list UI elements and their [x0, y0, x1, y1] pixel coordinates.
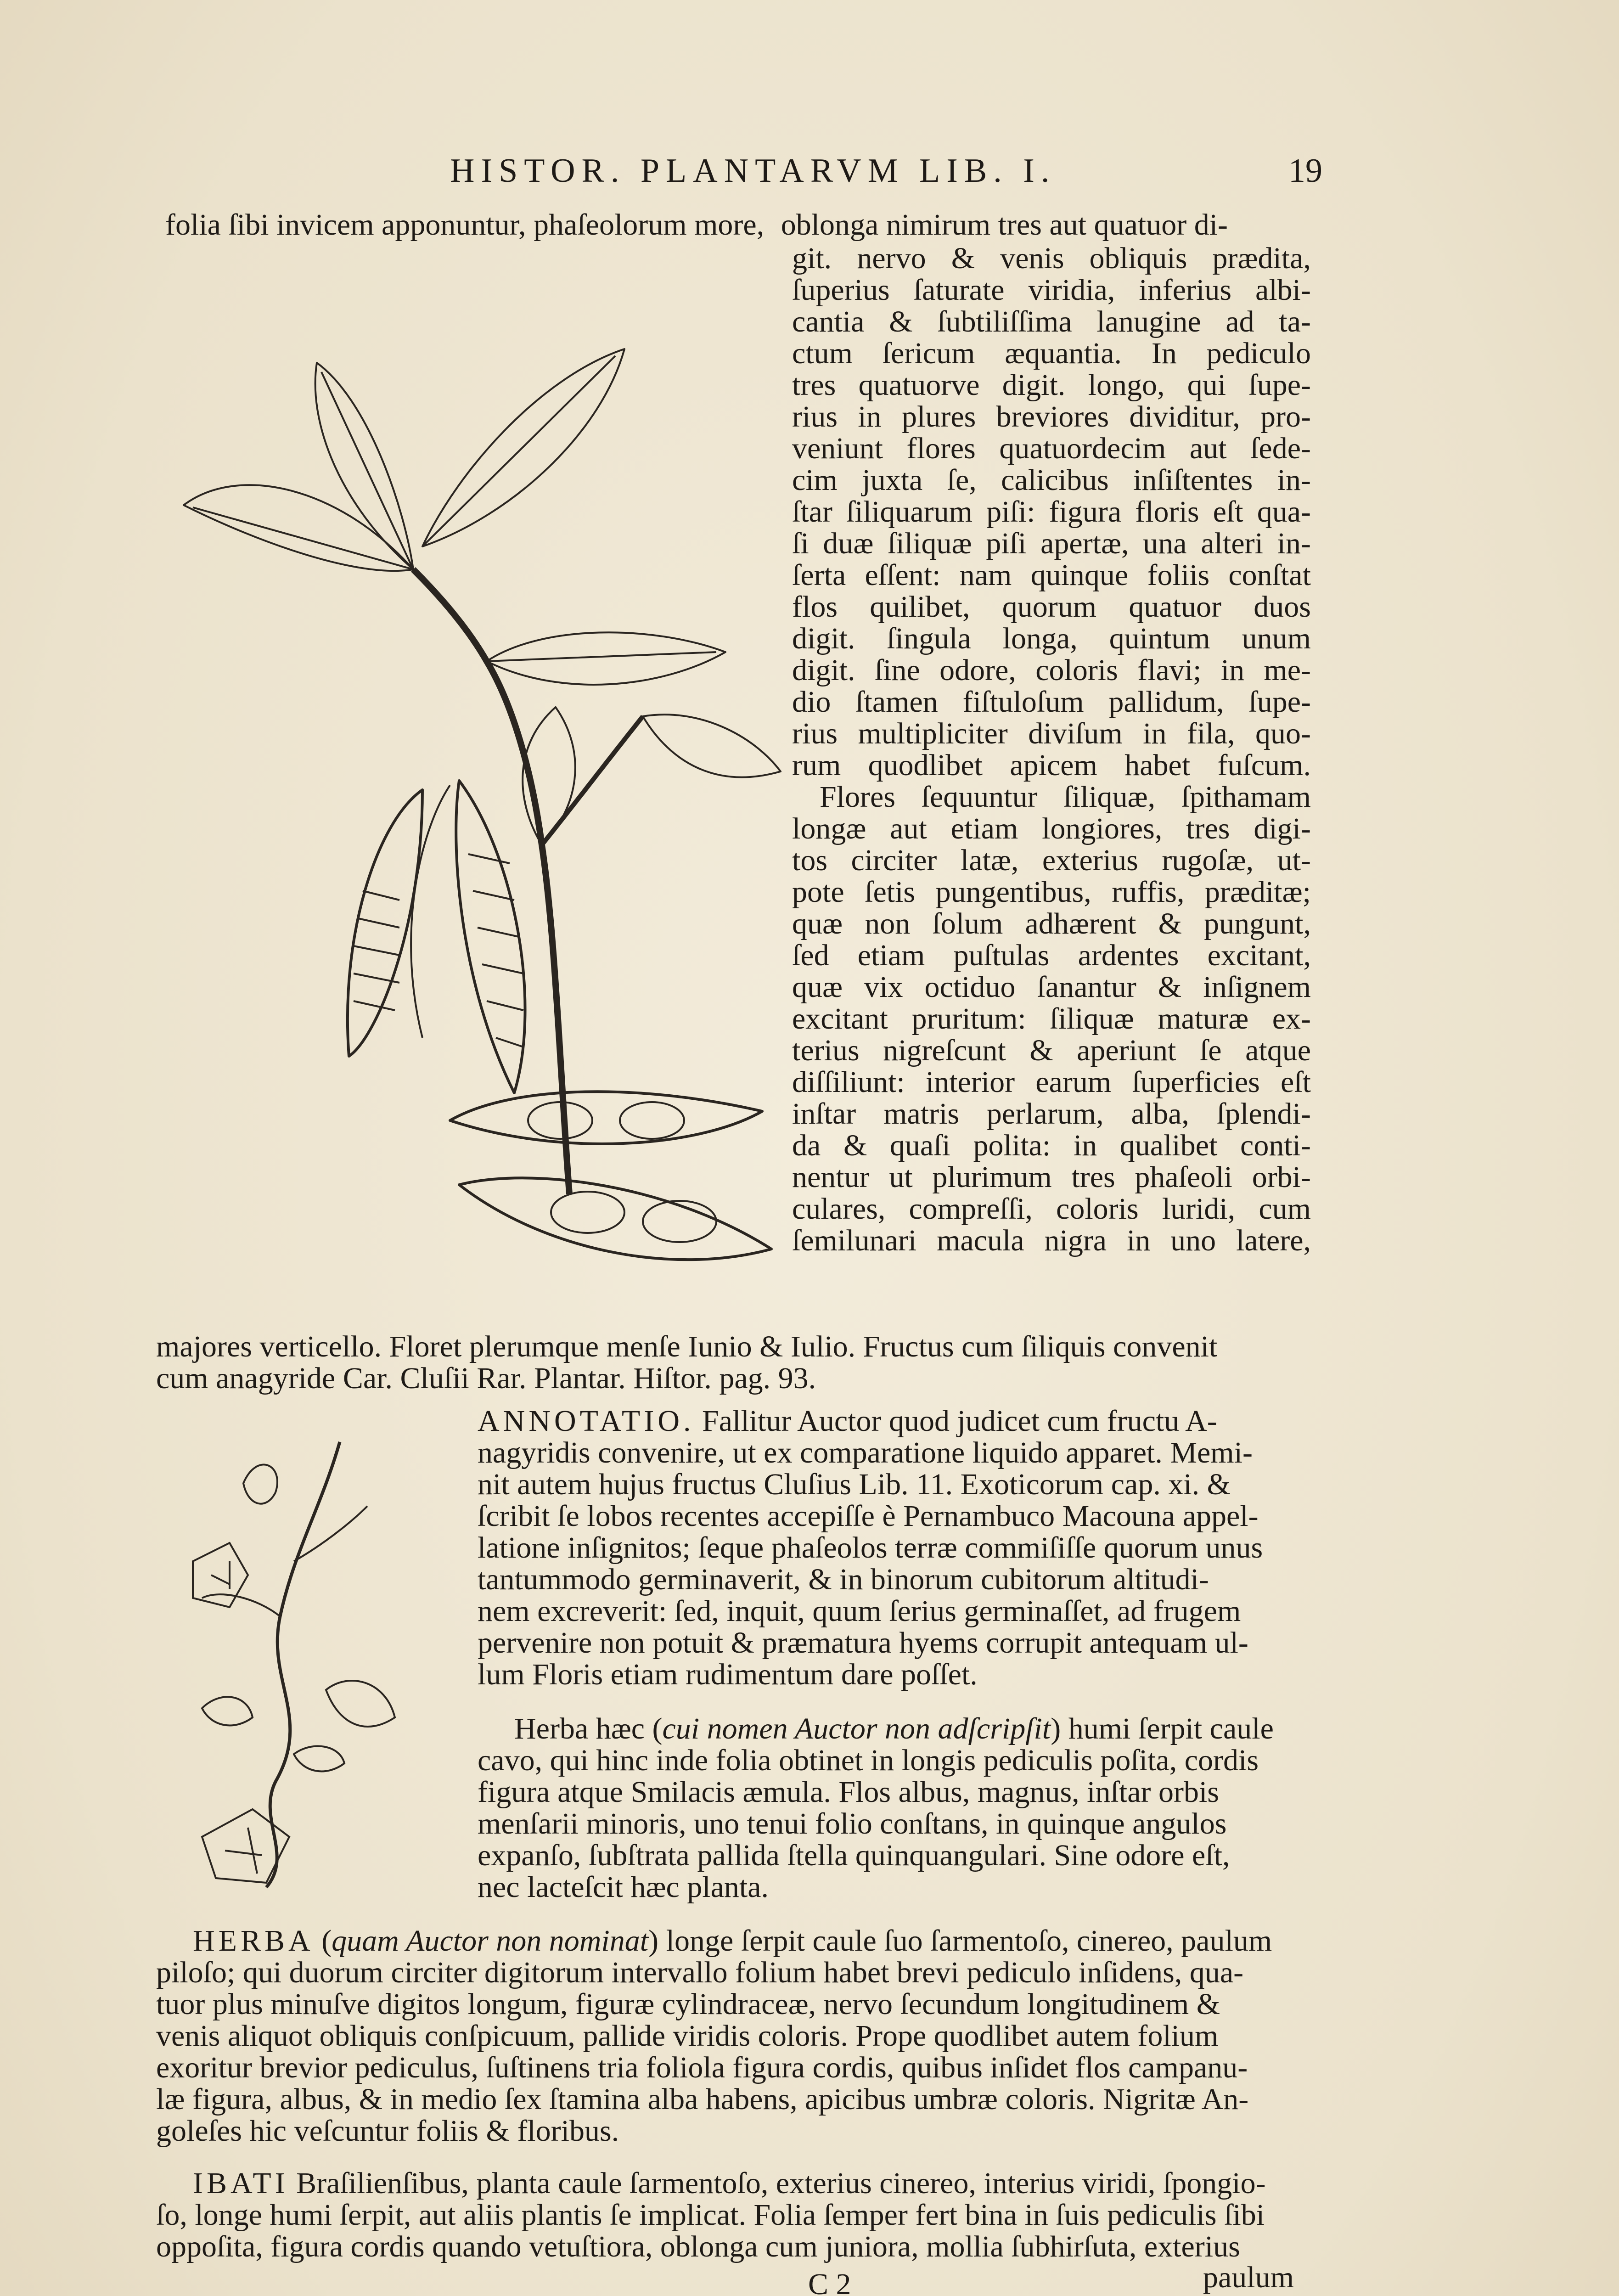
- text-line: quæ vix octiduo ſanantur & inſignem: [792, 970, 1311, 1004]
- text-line: tuor plus minuſve digitos longum, figuræ cylindraceæ, nervo ſecundum longitudinem &: [156, 1987, 1220, 2021]
- text-line: rius in plures breviores dividitur, pro-: [792, 400, 1311, 433]
- text-line: goleſes hic veſcuntur foliis & floribus.: [156, 2114, 619, 2148]
- text-line: ctum ſericum æquantia. In pediculo: [792, 337, 1311, 370]
- text-line: inſtar matris perlarum, alba, ſplendi-: [792, 1097, 1311, 1131]
- text-line: cantia & ſubtiliſſima lanugine ad ta-: [792, 305, 1311, 338]
- text-line: [478, 1713, 1313, 1745]
- text-line: terius nigreſcunt & aperiunt ſe atque: [792, 1034, 1311, 1067]
- text-line: folia ſibi invicem apponuntur, phaſeolorum more,: [165, 208, 765, 242]
- text-line: venis aliquot obliquis conſpicuum, pallide viridis coloris. Prope quodlibet autem folium: [156, 2019, 1219, 2053]
- text-line: nec lacteſcit hæc planta.: [478, 1870, 769, 1904]
- text-line: nem excreverit: ſed, inquit, quum ſerius germinaſſet, ad frugem: [478, 1594, 1241, 1628]
- annotatio-heading: ANNOTATIO.: [478, 1404, 695, 1438]
- column-text-description: [792, 242, 1311, 1256]
- text-segment: Braſilienſibus, planta caule ſarmentoſo, exterius cinereo, interius viridi, ſpongio-: [296, 2167, 1266, 2200]
- paragraph-continuation: [165, 209, 1322, 241]
- text-line: diſſiliunt: interior earum ſuperficies eſt: [792, 1065, 1311, 1099]
- text-line: menſarii minoris, uno tenui folio conſtans, in quinque angulos: [478, 1807, 1227, 1840]
- text-line: quæ non ſolum adhærent & pungunt,: [792, 907, 1311, 940]
- text-line: piloſo; qui duorum circiter digitorum intervallo folium habet brevi pediculo inſidens, qua-: [156, 1956, 1244, 1989]
- text-line: nit autem hujus fructus Cluſius Lib. 11. Exoticorum cap. xi. &: [478, 1468, 1231, 1501]
- text-segment: ) longe ſerpit caule ſuo ſarmentoſo, cinereo, paulum: [648, 1924, 1272, 1958]
- text-line: longæ aut etiam longiores, tres digi-: [792, 812, 1311, 845]
- herba-heading: HERBA: [193, 1924, 314, 1958]
- text-line: majores verticello. Floret plerumque menſe Iunio & Iulio. Fructus cum ſiliquis convenit: [156, 1330, 1218, 1363]
- text-line: expanſo, ſubſtrata pallida ſtella quinquangulari. Sine odore eſt,: [478, 1839, 1230, 1872]
- text-line: [156, 2167, 1313, 2199]
- text-line: ſcribit ſe lobos recentes accepiſſe è Pernambuco Macouna appel-: [478, 1499, 1259, 1533]
- text-line: lum Floris etiam rudimentum dare poſſet.: [478, 1658, 978, 1691]
- text-line: ſed etiam puſtulas ardentes excitant,: [792, 939, 1311, 972]
- bean-plant-illustration: [165, 248, 790, 1313]
- text-segment: Herba hæc (: [514, 1712, 663, 1745]
- text-line-rest: Fallitur Auctor quod judicet cum fructu A-: [702, 1404, 1217, 1438]
- text-line: ſtar ſiliquarum piſi: figura floris eſt qua-: [792, 495, 1311, 529]
- text-line: latione inſignitos; ſeque phaſeolos terræ commiſiſſe quorum unus: [478, 1531, 1263, 1564]
- ibati-heading: IBATI: [193, 2167, 289, 2200]
- text-line: tos circiter latæ, exterius rugoſæ, ut-: [792, 844, 1311, 877]
- text-line: git. nervo & venis obliquis prædita,: [792, 242, 1311, 275]
- text-line: læ figura, albus, & in medio ſex ſtamina alba habens, apicibus umbræ coloris. Nigritæ An-: [156, 2082, 1249, 2116]
- text-line: Flores ſequuntur ſiliquæ, ſpithamam: [820, 780, 1311, 814]
- text-line: ſo, longe humi ſerpit, aut aliis plantis ſe implicat. Folia ſemper fert bina in ſuis pediculis ſibi: [156, 2198, 1265, 2232]
- text-line: cim juxta ſe, calicibus inſiſtentes in-: [792, 463, 1311, 497]
- text-line: oblonga nimirum tres aut quatuor di-: [781, 208, 1228, 242]
- text-line: digit. ſine odore, coloris flavi; in me-: [792, 653, 1311, 687]
- text-line: exoritur brevior pediculus, ſuſtinens tria foliola figura cordis, quibus inſidet flos campanu-: [156, 2051, 1248, 2084]
- text-line: HERBA (quam Auctor non nominat) longe ſerpit caule ſuo ſarmentoſo, cinereo, paulum: [193, 1924, 1272, 1958]
- text-line: cum anagyride Car. Cluſii Rar. Plantar. Hiſtor. pag. 93.: [156, 1362, 816, 1395]
- vine-illustration: [174, 1424, 496, 1896]
- text-line: oppoſita, figura cordis quando vetuſtiora, oblonga cum juniora, molliа ſubhirſuta, exterius: [156, 2230, 1240, 2263]
- italic-phrase: quam Auctor non nominat: [332, 1924, 649, 1958]
- text-segment: ) humi ſerpit caule: [1051, 1712, 1274, 1745]
- text-line: pote ſetis pungentibus, ruffis, præditæ;: [792, 875, 1311, 909]
- text-line: rius multipliciter diviſum in fila, quo-: [792, 717, 1311, 750]
- italic-phrase: cui nomen Auctor non adſcripſit: [662, 1712, 1051, 1745]
- text-line: nentur ut plurimum tres phaſeoli orbi-: [792, 1160, 1311, 1194]
- annotatio-paragraph: [478, 1405, 1313, 1690]
- text-line: veniunt flores quatuordecim aut ſede-: [792, 432, 1311, 465]
- page-number: 19: [1288, 152, 1322, 190]
- text-line: flos quilibet, quorum quatuor duos: [792, 590, 1311, 624]
- text-line: figura atque Smilacis æmula. Flos albus, magnus, inſtar orbis: [478, 1775, 1219, 1809]
- text-line: ſemilunari macula nigra in uno latere,: [792, 1224, 1311, 1257]
- text-line: [478, 1405, 1313, 1437]
- text-line: tantummodo germinaverit, & in binorum cubitorum altitudi-: [478, 1563, 1209, 1596]
- herba-paragraph: [156, 1925, 1313, 2147]
- herba-haec-paragraph: [478, 1713, 1313, 1903]
- ibati-paragraph: [156, 2167, 1313, 2262]
- catchword: paulum: [1203, 2261, 1294, 2294]
- text-line: dio ſtamen fiſtuloſum pallidum, ſupe-: [792, 685, 1311, 719]
- text-line: pervenire non potuit & præmatura hyems corrupit antequam ul-: [478, 1626, 1248, 1660]
- text-line: rum quodlibet apicem habet fuſcum.: [792, 748, 1311, 782]
- text-line: da & quaſi polita: in qualibet conti-: [792, 1129, 1311, 1162]
- text-line: ſuperius ſaturate viridia, inferius albi-: [792, 273, 1311, 307]
- running-title: HISTOR. PLANTARVM LIB. I.: [450, 152, 1056, 190]
- text-line: culares, compreſſi, coloris luridi, cum: [792, 1192, 1311, 1226]
- text-line: digit. ſingula longa, quintum unum: [792, 622, 1311, 655]
- text-line: cavo, qui hinc inde folia obtinet in longis pediculis poſita, cordis: [478, 1744, 1259, 1777]
- text-line: nagyridis convenire, ut ex comparatione liquido apparet. Memi-: [478, 1436, 1253, 1469]
- paragraph-tail: [156, 1331, 1313, 1394]
- text-line: ſerta eſſent: nam quinque foliis conſtat: [792, 558, 1311, 592]
- text-line: excitant pruritum: ſiliquæ maturæ ex-: [792, 1002, 1311, 1035]
- running-head: [450, 152, 1322, 191]
- signature-mark: C 2: [808, 2268, 851, 2296]
- text-line: ſi duæ ſiliquæ piſi apertæ, una alteri in-: [792, 527, 1311, 560]
- text-line: tres quatuorve digit. longo, qui ſupe-: [792, 368, 1311, 402]
